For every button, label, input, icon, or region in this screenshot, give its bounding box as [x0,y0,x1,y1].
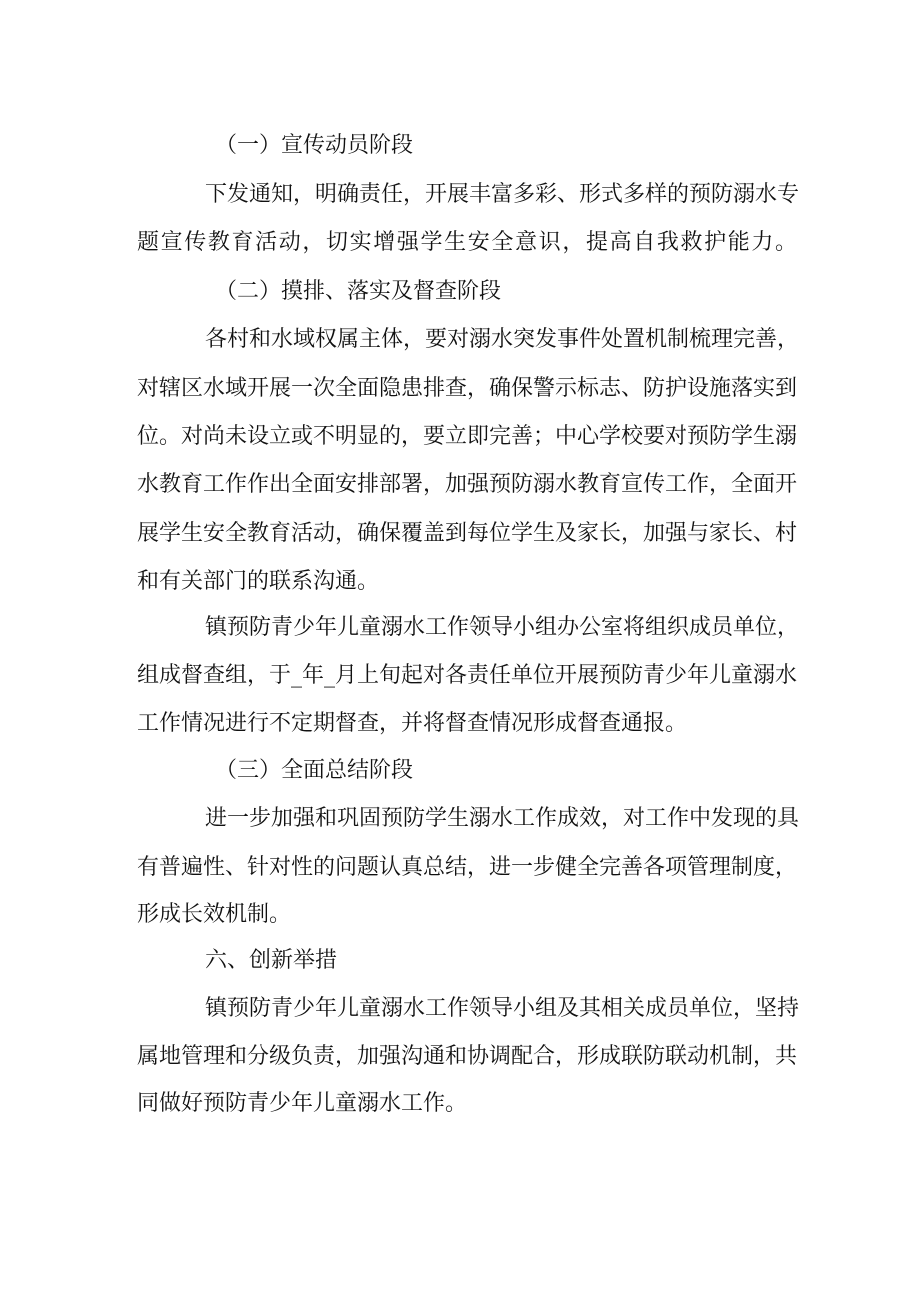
section-heading-2: （二）摸排、落实及督查阶段 [215,279,502,304]
paragraph-5-line-3: 同做好预防青少年儿童溺水工作。 [137,1091,468,1116]
section-heading-1: （一）宣传动员阶段 [215,133,414,158]
paragraph-1-line-2: 题宣传教育活动，切实增强学生安全意识，提高自我救护能力。 [137,230,797,255]
paragraph-4-line-3: 形成长效机制。 [137,902,292,927]
paragraph-3-line-3: 工作情况进行不定期督查，并将督查情况形成督查通报。 [137,711,688,736]
paragraph-2-line-1: 各村和水域权属主体，要对溺水突发事件处置机制梳理完善， [205,327,800,352]
paragraph-5-line-1: 镇预防青少年儿童溺水工作领导小组及其相关成员单位，坚持 [205,996,800,1021]
paragraph-3-line-1: 镇预防青少年儿童溺水工作领导小组办公室将组织成员单位， [205,615,800,640]
paragraph-2-line-5: 展学生安全教育活动，确保覆盖到每位学生及家长，加强与家长、村 [137,521,798,546]
paragraph-4-line-1: 进一步加强和巩固预防学生溺水工作成效，对工作中发现的具 [205,806,800,831]
section-heading-3: （三）全面总结阶段 [215,758,414,783]
paragraph-2-line-4: 水教育工作作出全面安排部署，加强预防溺水教育宣传工作，全面开 [137,472,798,497]
paragraph-3-line-2: 组成督查组，于_年_月上旬起对各责任单位开展预防青少年儿童溺水 [137,663,798,688]
section-heading-4: 六、创新举措 [205,948,338,973]
paragraph-1-line-1: 下发通知，明确责任，开展丰富多彩、形式多样的预防溺水专 [205,182,800,207]
paragraph-2-line-2: 对辖区水域开展一次全面隐患排查，确保警示标志、防护设施落实到 [137,376,798,401]
paragraph-5-line-2: 属地管理和分级负责，加强沟通和协调配合，形成联防联动机制，共 [137,1044,798,1069]
paragraph-4-line-2: 有普遍性、针对性的问题认真总结，进一步健全完善各项管理制度， [137,855,798,880]
paragraph-2-line-6: 和有关部门的联系沟通。 [137,569,380,594]
paragraph-2-line-3: 位。对尚未设立或不明显的，要立即完善；中心学校要对预防学生溺 [137,424,798,449]
